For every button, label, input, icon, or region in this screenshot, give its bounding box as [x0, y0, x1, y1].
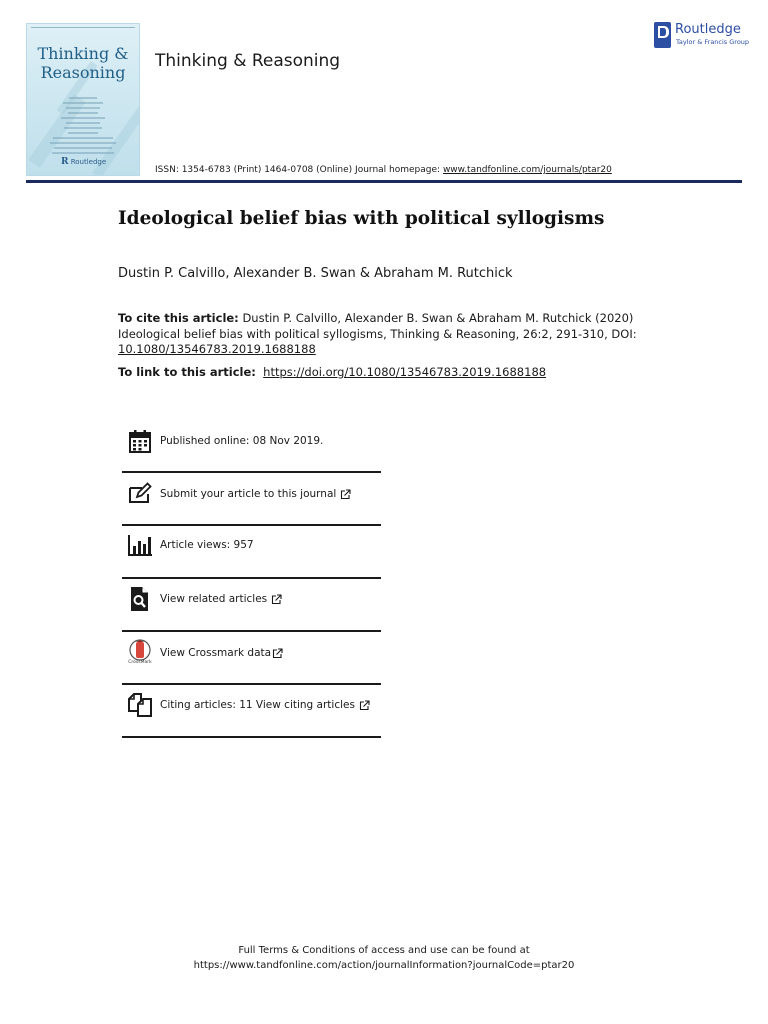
external-link-icon: [359, 700, 370, 711]
metrics-divider: [122, 630, 381, 632]
journal-name: Thinking & Reasoning: [155, 51, 341, 71]
terms-footer: [0, 943, 768, 973]
article-doi-link[interactable]: https://doi.org/10.1080/13546783.2019.1688188: [263, 365, 547, 379]
edit-icon: [126, 480, 154, 508]
publisher-name: Routledge: [675, 22, 741, 37]
submit-article-link[interactable]: Submit your article to this journal: [160, 488, 337, 500]
terms-url[interactable]: https://www.tandfonline.com/action/journalInformation?journalCode=ptar20: [193, 960, 575, 971]
crossmark-icon: [126, 639, 154, 667]
copy-documents-icon: [126, 691, 154, 719]
metrics-divider: [122, 736, 381, 738]
submit-article-row[interactable]: [122, 480, 351, 508]
terms-line: Full Terms & Conditions of access and use can be found at: [238, 945, 530, 956]
article-views-row: [122, 531, 254, 559]
crossmark-link[interactable]: View Crossmark data: [160, 647, 272, 659]
metrics-divider: [122, 524, 381, 526]
search-document-icon: [126, 585, 154, 613]
cite-doi-link[interactable]: 10.1080/13546783.2019.1688188: [118, 342, 316, 356]
citation-block: [118, 311, 638, 358]
cover-title: Thinking & Reasoning: [37, 44, 129, 82]
crossmark-label: CrossMark: [128, 660, 152, 665]
issn-line: [155, 165, 612, 175]
metrics-divider: [122, 471, 381, 473]
related-articles-link[interactable]: View related articles: [160, 593, 268, 605]
related-articles-row[interactable]: [122, 585, 282, 613]
metrics-divider: [122, 683, 381, 685]
cover-publisher-mark: R Routledge: [61, 157, 107, 167]
routledge-r-icon: [654, 22, 671, 48]
external-link-icon: [340, 489, 351, 500]
article-title: Ideological belief bias with political syllogisms: [118, 208, 605, 229]
journal-cover-image: [26, 23, 140, 176]
bar-chart-icon: [126, 531, 154, 559]
journal-homepage-link[interactable]: www.tandfonline.com/journals/ptar20: [442, 165, 612, 175]
published-date: Published online: 08 Nov 2019.: [160, 435, 324, 447]
routledge-logo[interactable]: [654, 22, 754, 50]
published-row: [122, 427, 323, 455]
crossmark-row[interactable]: [122, 639, 283, 667]
cite-text: Dustin P. Calvillo, Alexander B. Swan & Abraham M. Rutchick (2020) Ideological belief bias with political syllogisms, Thinking & Reasoning, 26:2, 291-310, DOI:: [118, 311, 637, 341]
article-authors: Dustin P. Calvillo, Alexander B. Swan & Abraham M. Rutchick: [118, 266, 513, 281]
article-views-count: Article views: 957: [160, 539, 254, 551]
calendar-icon: [126, 427, 154, 455]
metrics-divider: [122, 577, 381, 579]
article-link-line: [118, 365, 546, 379]
header-rule: [26, 180, 742, 183]
cite-label: To cite this article:: [118, 311, 239, 325]
citing-articles-row[interactable]: [122, 691, 370, 719]
citing-articles-link[interactable]: Citing articles: 11 View citing articles: [160, 699, 355, 711]
issn-text: ISSN: 1354-6783 (Print) 1464-0708 (Online) Journal homepage:: [155, 165, 441, 175]
external-link-icon: [272, 648, 283, 659]
link-label: To link to this article:: [118, 365, 256, 379]
external-link-icon: [271, 594, 282, 605]
publisher-group: Taylor & Francis Group: [676, 38, 750, 46]
